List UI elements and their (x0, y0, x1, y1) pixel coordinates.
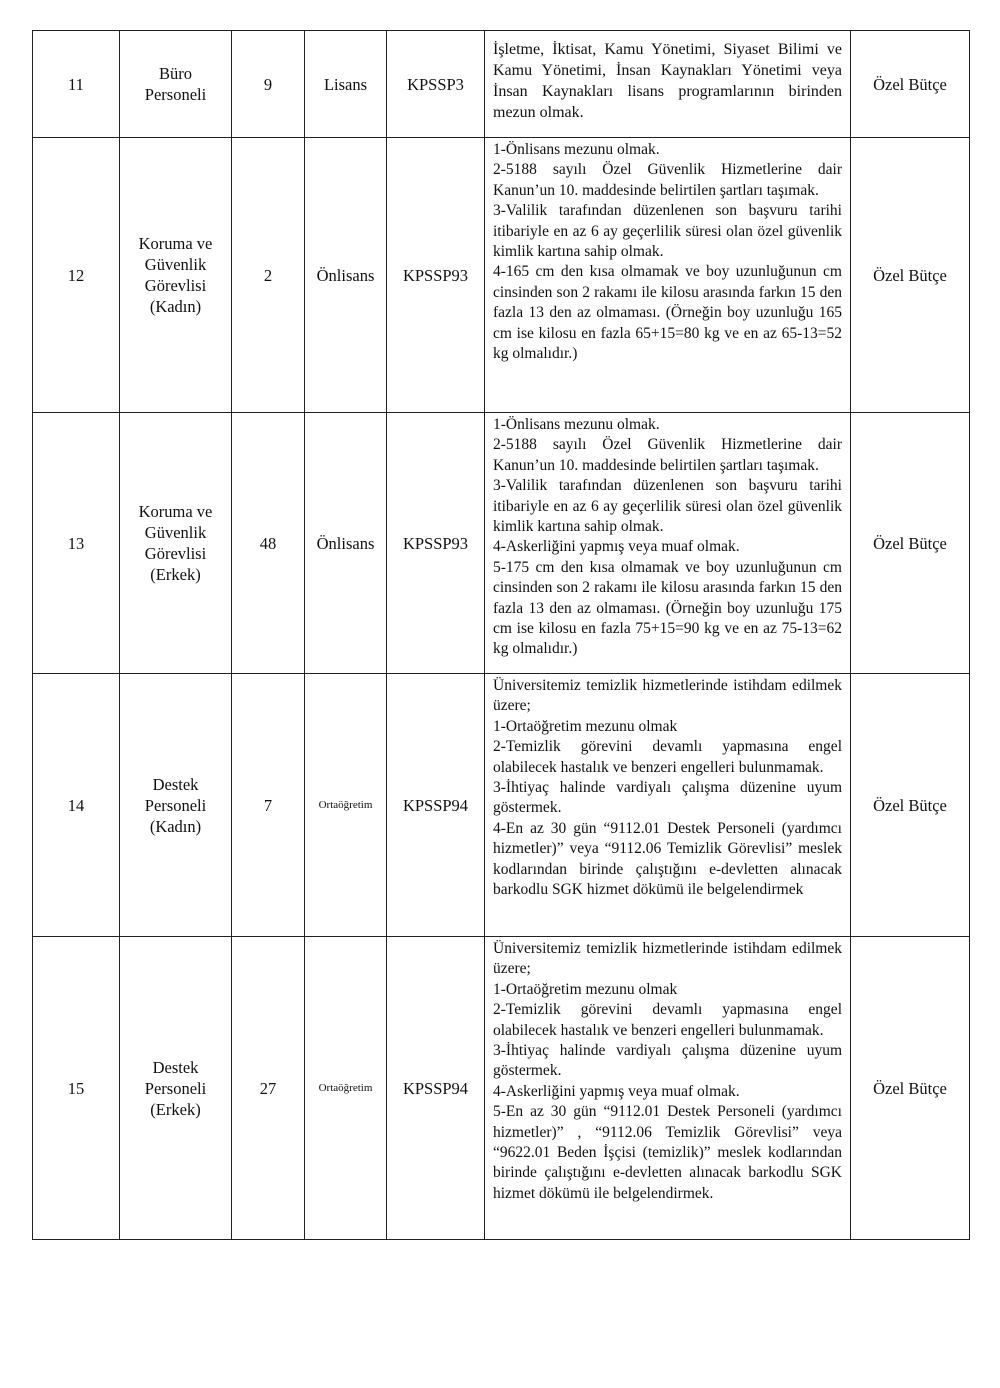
requirement-item: 2-5188 sayılı Özel Güvenlik Hizmetlerine dair Kanun’un 10. maddesinde belirtilen şartları taşımak. (493, 161, 842, 199)
requirement-item: İşletme, İktisat, Kamu Yönetimi, Siyaset Bilimi ve Kamu Yönetimi, İnsan Kaynakları Yönetimi veya İnsan Kaynakları lisans programlarının birinden mezun olmak. (493, 41, 842, 121)
requirement-item: 4-Askerliğini yapmış veya muaf olmak. (493, 1082, 740, 1100)
requirement-item: Üniversitemiz temizlik hizmetlerinde istihdam edilmek üzere; (493, 677, 842, 715)
requirements-cell (485, 31, 851, 138)
positions-table (32, 30, 970, 1240)
education-level: Önlisans (305, 138, 387, 413)
position-title (120, 31, 232, 138)
requirement-item: 4-Askerliğini yapmış veya muaf olmak. (493, 538, 740, 556)
requirement-item: 3-Valilik tarafından düzenlenen son başvuru tarihi itibariyle en az 6 ay geçerlilik süresi olan özel güvenlik kimlik kartına sahip olmak. (493, 202, 842, 261)
position-title-line: Personeli (144, 795, 207, 815)
position-title-line: (Kadın) (149, 297, 202, 316)
table-row (33, 937, 970, 1240)
position-count: 2 (232, 138, 305, 413)
table-row (33, 674, 970, 937)
row-number: 12 (33, 138, 120, 413)
requirement-item: 5-175 cm den kısa olmamak ve boy uzunluğunun cm cinsinden son 2 rakamı ile kilosu arasında farkın 15 den fazla 13 den az olmaması. (Örneğin boy uzunluğu 175 cm ise kilosu en fazla 75+15=90 kg ve en az 75-13=62 kg olmalıdır.) (493, 558, 842, 658)
requirement-item: 3-Valilik tarafından düzenlenen son başvuru tarihi itibariyle en az 6 ay geçerlilik süresi olan özel güvenlik kimlik kartına sahip olmak. (493, 477, 842, 536)
requirements-cell (485, 138, 851, 413)
row-number: 14 (33, 674, 120, 937)
position-title-line: Görevlisi (144, 276, 207, 295)
position-title-line: (Erkek) (150, 565, 201, 584)
position-count: 9 (232, 31, 305, 138)
position-count: 27 (232, 937, 305, 1240)
requirement-item: 1-Önlisans mezunu olmak. (493, 416, 660, 433)
position-title-line: Personeli (144, 85, 207, 104)
budget-type: Özel Bütçe (851, 31, 970, 138)
requirement-item: 2-5188 sayılı Özel Güvenlik Hizmetlerine dair Kanun’un 10. maddesinde belirtilen şartları taşımak. (493, 436, 842, 474)
position-title-line: Güvenlik (144, 523, 207, 542)
requirement-item: 1-Ortaöğretim mezunu olmak (493, 980, 678, 998)
requirement-item: 3-İhtiyaç halinde vardiyalı çalışma düzenine uyum göstermek. (493, 1042, 842, 1080)
position-title-line: Güvenlik (144, 255, 207, 274)
table-row (33, 138, 970, 413)
requirement-item: 4-165 cm den kısa olmamak ve boy uzunluğunun cm cinsinden son 2 rakamı ile kilosu arasında farkın 15 den fazla 13 den az olmaması. (Örneğin boy uzunluğu 165 cm ise kilosu en fazla 65+15=80 kg ve en az 65-13=52 kg olmalıdır.) (493, 263, 842, 363)
education-level: Ortaöğretim (305, 674, 387, 937)
education-level: Ortaöğretim (305, 937, 387, 1240)
position-count: 48 (232, 413, 305, 674)
requirements-cell (485, 674, 851, 937)
requirement-item: 4-En az 30 gün “9112.01 Destek Personeli (yardımcı hizmetler)” veya “9112.06 Temizlik Görevlisi” meslek kodlarından birinde çalıştığını e-devletten alınacak barkodlu SGK hizmet dökümü ile belgelendirmek (493, 819, 842, 899)
position-title-line: Destek (152, 1057, 199, 1077)
requirement-item: 3-İhtiyaç halinde vardiyalı çalışma düzenine uyum göstermek. (493, 779, 842, 817)
requirements-cell (485, 413, 851, 674)
position-title-line: Koruma ve (138, 234, 213, 253)
education-level: Önlisans (305, 413, 387, 674)
table-row (33, 413, 970, 674)
table-row (33, 31, 970, 138)
row-number: 13 (33, 413, 120, 674)
row-number: 15 (33, 937, 120, 1240)
position-title (120, 413, 232, 674)
requirement-item: Üniversitemiz temizlik hizmetlerinde istihdam edilmek üzere; (493, 940, 842, 978)
budget-type: Özel Bütçe (851, 674, 970, 937)
requirement-item: 2-Temizlik görevini devamlı yapmasına engel olabilecek hastalık ve benzeri engelleri bulunmamak. (493, 738, 842, 776)
position-title-line: Destek (152, 774, 199, 794)
requirement-item: 1-Ortaöğretim mezunu olmak (493, 717, 678, 735)
education-level: Lisans (305, 31, 387, 138)
kpss-score-type: KPSSP94 (387, 674, 485, 937)
position-title-line: Görevlisi (144, 544, 207, 563)
requirement-item: 5-En az 30 gün “9112.01 Destek Personeli (yardımcı hizmetler)” , “9112.06 Temizlik Görevlisi” veya “9622.01 Beden İşçisi (temizlik)” meslek kodlarından birinde çalıştığını e-devletten alınacak barkodlu SGK hizmet dökümü ile belgelendirmek. (493, 1103, 842, 1202)
position-title (120, 674, 232, 937)
kpss-score-type: KPSSP93 (387, 413, 485, 674)
kpss-score-type: KPSSP93 (387, 138, 485, 413)
position-count: 7 (232, 674, 305, 937)
requirements-cell (485, 937, 851, 1240)
position-title (120, 138, 232, 413)
requirement-item: 2-Temizlik görevini devamlı yapmasına engel olabilecek hastalık ve benzeri engelleri bulunmamak. (493, 1001, 842, 1039)
kpss-score-type: KPSSP3 (387, 31, 485, 138)
position-title-line: (Erkek) (150, 1099, 201, 1119)
budget-type: Özel Bütçe (851, 937, 970, 1240)
position-title (120, 937, 232, 1240)
budget-type: Özel Bütçe (851, 138, 970, 413)
kpss-score-type: KPSSP94 (387, 937, 485, 1240)
position-title-line: Koruma ve (138, 502, 213, 521)
row-number: 11 (33, 31, 120, 138)
position-title-line: (Kadın) (149, 816, 202, 836)
budget-type: Özel Bütçe (851, 413, 970, 674)
requirement-item: 1-Önlisans mezunu olmak. (493, 141, 660, 158)
position-title-line: Büro (159, 64, 192, 83)
position-title-line: Personeli (144, 1078, 207, 1098)
